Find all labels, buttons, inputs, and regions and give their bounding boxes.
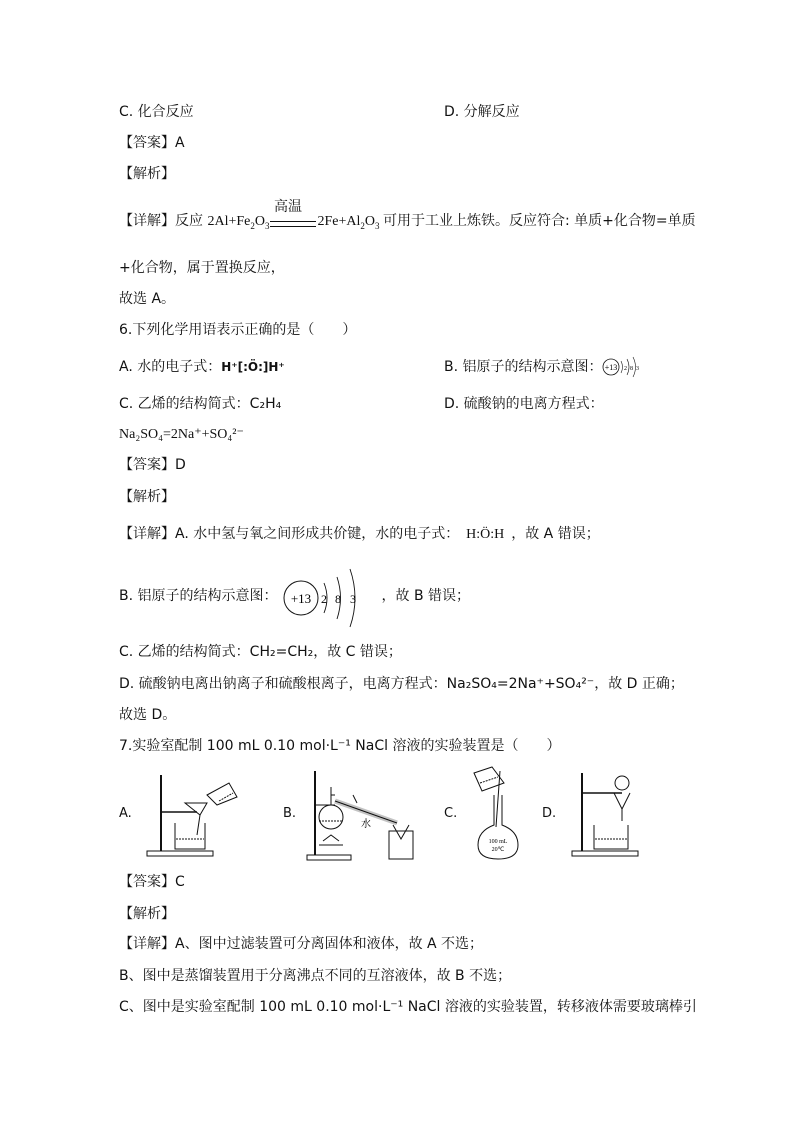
q7-label-d: D. bbox=[542, 806, 557, 821]
al-shell-small-3: 3 bbox=[636, 366, 639, 372]
apparatus-c-volumetric-flask bbox=[470, 765, 530, 865]
q7-detail-a: 【详解】A、图中过滤装置可分离固体和液体，故 A 不选； bbox=[119, 936, 484, 952]
q7-analysis-heading: 【解析】 bbox=[119, 906, 175, 922]
q7-question: 7.实验室配制 100 mL 0.10 mol·L⁻¹ NaCl 溶液的实验装置是（ ） bbox=[119, 738, 561, 754]
q7-label-c: C. bbox=[444, 806, 458, 821]
al-shell-small-2: 8 bbox=[630, 366, 633, 372]
reaction-condition: 高温 bbox=[274, 199, 302, 215]
al-atom-diagram-large bbox=[280, 565, 380, 633]
q7-label-b: B. bbox=[283, 806, 297, 821]
water-electron-formula: H:Ö:H bbox=[466, 527, 505, 542]
q7-detail-c: C、图中是实验室配制 100 mL 0.10 mol·L⁻¹ NaCl 溶液的实验装置，转移液体需要玻璃棒引 bbox=[119, 999, 697, 1015]
reaction-rhs: $2Fe+Al_2O_3$ bbox=[317, 214, 380, 231]
q5-detail-suffix: 可用于工业上炼铁。反应符合: 单质+化合物=单质 bbox=[383, 213, 696, 229]
water-electron-formula-a: H⁺[:Ö:]H⁺ bbox=[221, 360, 285, 374]
q5-option-c: C. 化合反应 bbox=[119, 104, 194, 120]
al-nucleus-large: +13 bbox=[290, 591, 312, 606]
al-nucleus-small: +13 bbox=[604, 363, 618, 372]
q5-detail-line bbox=[119, 211, 696, 236]
q6-question: 6.下列化学用语表示正确的是（ ） bbox=[119, 322, 357, 338]
al-shell-large-3: 3 bbox=[350, 592, 356, 606]
al-shell-large-2: 8 bbox=[335, 592, 341, 606]
q6-option-a: A. 水的电子式：H⁺[:Ö:]H⁺ bbox=[119, 359, 285, 375]
apparatus-a-filtration bbox=[145, 765, 245, 860]
q7-label-a: A. bbox=[119, 806, 132, 821]
apparatus-b-distillation bbox=[305, 765, 425, 865]
reaction-equals-sign bbox=[270, 221, 316, 227]
q5-detail-prefix: 【详解】反应 bbox=[119, 213, 208, 229]
q6-analysis-heading: 【解析】 bbox=[119, 489, 175, 505]
q5-detail-line2: +化合物，属于置换反应， bbox=[119, 260, 285, 276]
flask-temp-label: 20℃ bbox=[491, 847, 505, 853]
q6-answer: 【答案】D bbox=[119, 457, 186, 473]
q7-answer: 【答案】C bbox=[119, 874, 185, 890]
q5-answer: 【答案】A bbox=[119, 135, 185, 151]
q5-conclusion: 故选 A。 bbox=[119, 291, 176, 307]
al-atom-diagram-small bbox=[600, 354, 644, 380]
q6-detail-b: B. 铝原子的结构示意图： ，故 B 错误； bbox=[119, 588, 471, 604]
water-inlet-label: 水 bbox=[361, 819, 371, 830]
al-shell-large-1: 2 bbox=[321, 592, 327, 606]
q6-detail-d: D. 硫酸钠电离出钠离子和硫酸根离子，电离方程式：Na₂SO₄=2Na⁺+SO₄²⁻，故 D 正确； bbox=[119, 676, 684, 692]
reaction-lhs: $2Al+Fe_2O_3$ bbox=[207, 214, 270, 231]
q5-analysis-heading: 【解析】 bbox=[119, 166, 175, 182]
q6-option-b: B. 铝原子的结构示意图： bbox=[444, 359, 603, 375]
q5-option-d: D. 分解反应 bbox=[444, 104, 520, 120]
q7-detail-b: B、图中是蒸馏装置用于分离沸点不同的互溶液体，故 B 不选； bbox=[119, 968, 512, 984]
q6-detail-a: 【详解】A. 水中氢与氧之间形成共价键，水的电子式： H:Ö:H ，故 A 错误； bbox=[119, 524, 600, 545]
al-shell-small-1: 2 bbox=[624, 366, 627, 372]
flask-volume-label: 100 mL bbox=[488, 839, 508, 845]
q6-conclusion: 故选 D。 bbox=[119, 707, 177, 723]
apparatus-d-separatory-funnel bbox=[570, 765, 650, 860]
q6-option-d: D. 硫酸钠的电离方程式： bbox=[444, 396, 604, 412]
q6-option-c: C. 乙烯的结构简式：C₂H₄ bbox=[119, 396, 282, 412]
q6-detail-c: C. 乙烯的结构简式：CH₂=CH₂，故 C 错误； bbox=[119, 644, 402, 660]
q6-option-d-equation: Na₂SO₄=2Na⁺+SO₄²⁻ bbox=[119, 427, 244, 442]
